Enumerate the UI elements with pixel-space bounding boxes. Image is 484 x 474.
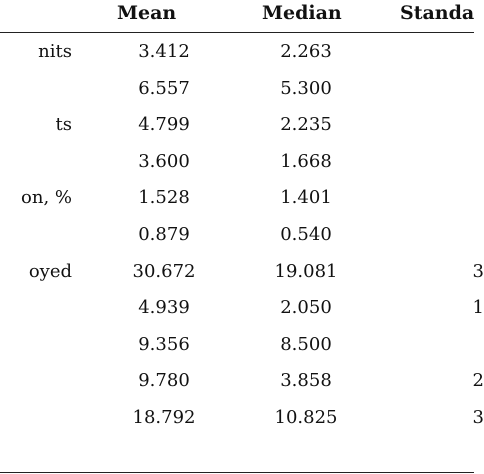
median-value: 5.300 bbox=[280, 77, 332, 99]
mean-value: 4.799 bbox=[138, 114, 190, 136]
median-value: 1.401 bbox=[280, 187, 332, 209]
mean-value: 6.557 bbox=[138, 77, 190, 99]
median-value: 19.081 bbox=[274, 260, 338, 282]
header-mean: Mean bbox=[117, 2, 177, 24]
table-row bbox=[0, 34, 474, 71]
mean-value: 3.412 bbox=[138, 41, 190, 62]
median-value: 2.235 bbox=[280, 114, 332, 136]
table-row bbox=[0, 254, 484, 291]
table-row bbox=[0, 327, 474, 364]
mean-value: 18.792 bbox=[132, 406, 196, 428]
mean-value: 1.528 bbox=[138, 187, 190, 209]
table-row bbox=[0, 363, 484, 400]
mean-value: 3.600 bbox=[138, 150, 190, 172]
table-row bbox=[0, 290, 484, 327]
table-row bbox=[0, 144, 474, 181]
table-body bbox=[0, 34, 484, 437]
sd-value: 2 bbox=[472, 370, 484, 392]
median-value: 3.858 bbox=[280, 370, 332, 392]
row-label: oyed bbox=[28, 260, 72, 282]
median-value: 10.825 bbox=[274, 406, 338, 428]
mean-value: 9.356 bbox=[138, 333, 190, 355]
table-row bbox=[0, 217, 474, 254]
table-header-row bbox=[0, 0, 474, 32]
median-value: 2.263 bbox=[280, 41, 332, 62]
sd-value: 1 bbox=[472, 297, 484, 319]
header-rule bbox=[0, 32, 474, 33]
table-row bbox=[0, 71, 474, 108]
median-value: 1.668 bbox=[280, 150, 332, 172]
median-value: 2.050 bbox=[280, 297, 332, 319]
row-label: ts bbox=[55, 114, 72, 136]
mean-value: 0.879 bbox=[138, 223, 190, 245]
mean-value: 4.939 bbox=[138, 297, 190, 319]
header-standard-deviation: Standa bbox=[400, 2, 475, 24]
bottom-rule bbox=[0, 472, 474, 473]
row-label: on, % bbox=[21, 187, 72, 209]
median-value: 0.540 bbox=[280, 223, 332, 245]
sd-value: 3 bbox=[472, 406, 484, 428]
table-row bbox=[0, 180, 474, 217]
median-value: 8.500 bbox=[280, 333, 332, 355]
table-row bbox=[0, 400, 484, 437]
header-median: Median bbox=[262, 2, 342, 24]
table-row bbox=[0, 107, 474, 144]
sd-value: 3 bbox=[472, 260, 484, 282]
mean-value: 9.780 bbox=[138, 370, 190, 392]
row-label: nits bbox=[38, 41, 72, 62]
mean-value: 30.672 bbox=[132, 260, 196, 282]
